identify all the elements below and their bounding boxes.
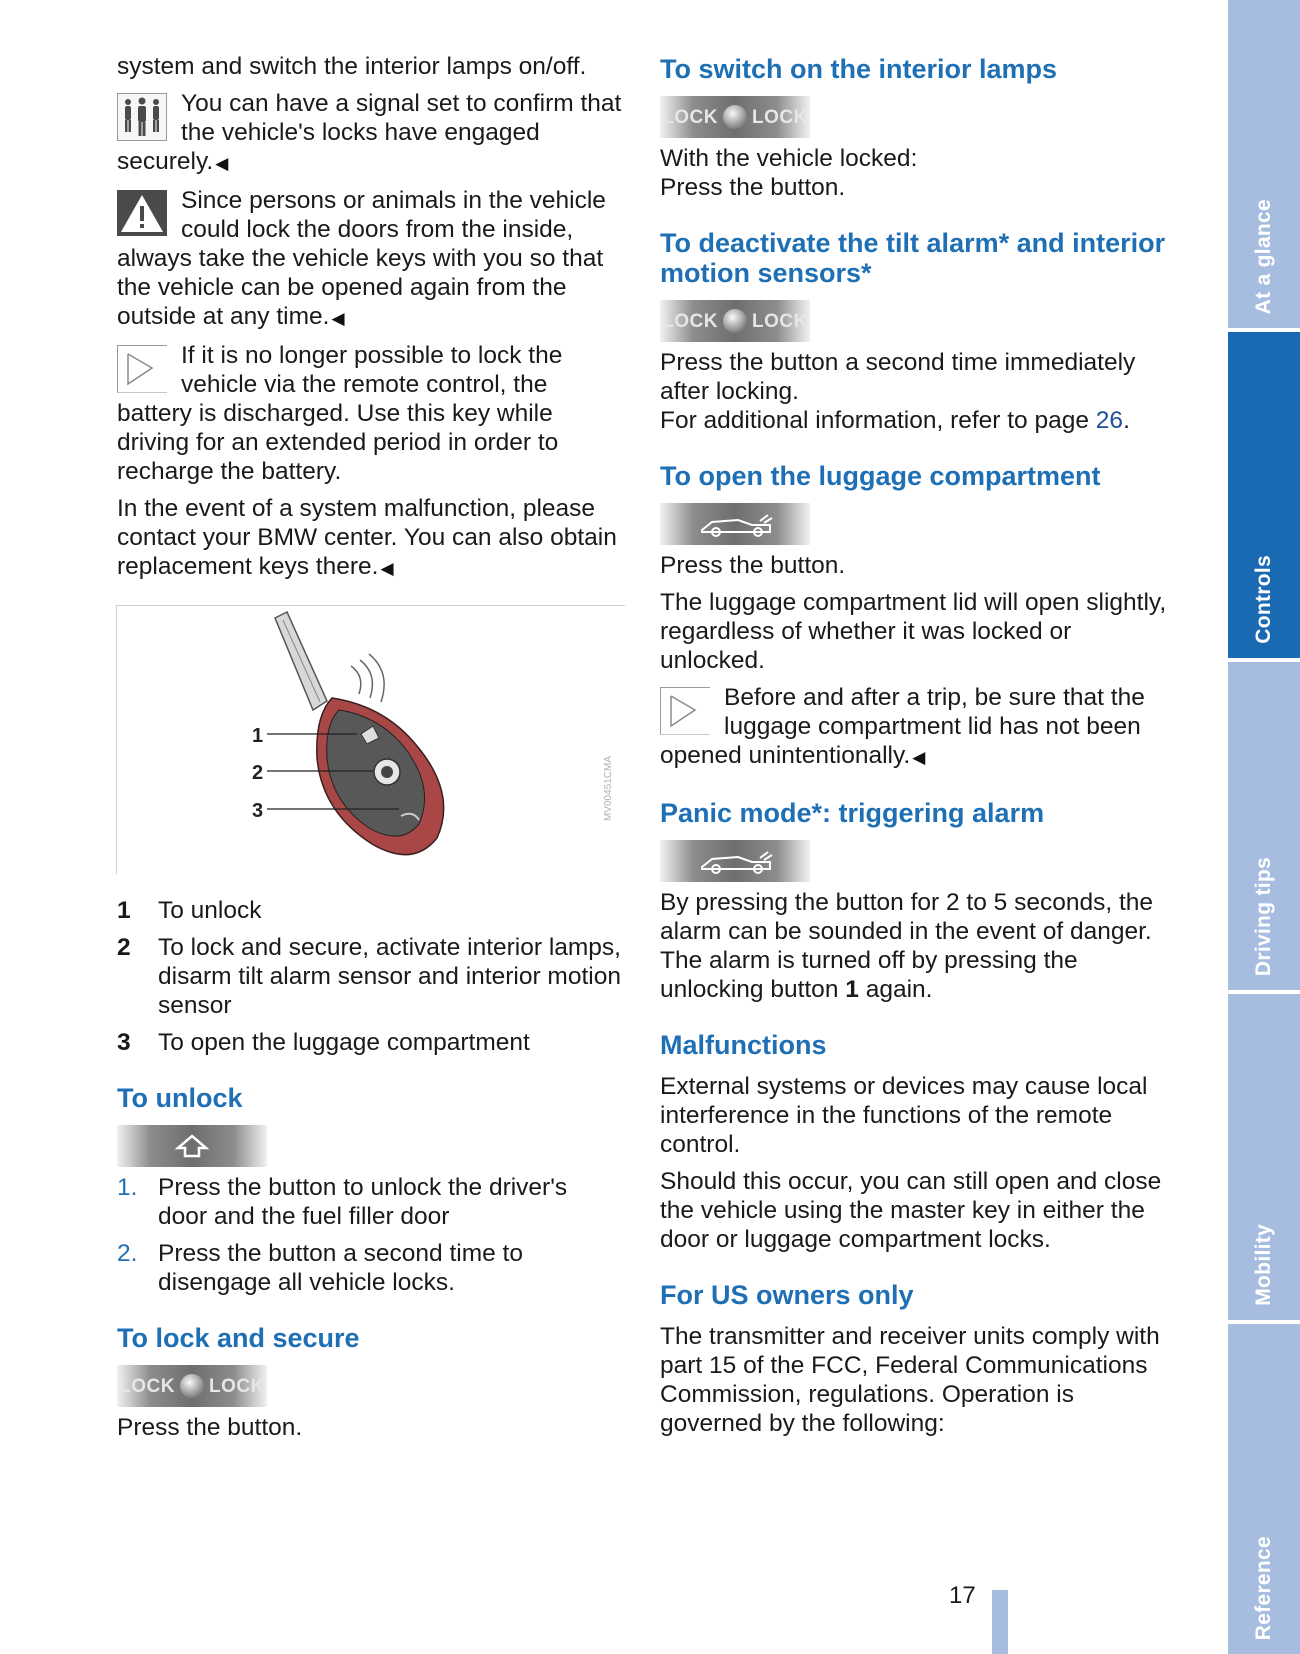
heading-us-owners: For US owners only (660, 1280, 914, 1310)
legend-list (117, 896, 622, 1057)
warning-icon (117, 190, 167, 238)
left-column (117, 52, 622, 1450)
panic-text: By pressing the button for 2 to 5 seconds, the alarm can be sounded in the event of danger. The alarm is turned off by pressing the unlocking button 1 again. (660, 889, 1154, 1003)
legend-item: 3 To open the luggage compartment (117, 1029, 530, 1056)
end-mark-icon: ◀ (331, 309, 345, 328)
malfunctions-text-2: Should this occur, you can still open and close the vehicle using the master key in either the door or luggage compartment locks. (660, 1168, 1162, 1253)
end-mark-icon: ◀ (912, 748, 926, 767)
lamps-text: With the vehicle locked: Press the button. (660, 145, 918, 201)
right-column (660, 52, 1170, 1446)
car-trunk-icon (660, 840, 810, 882)
tab-driving-tips[interactable] (1228, 662, 1300, 990)
page-number: 17 (949, 1582, 976, 1609)
heading-interior-lamps: To switch on the interior lamps (660, 54, 1058, 84)
remote-key-figure (116, 605, 625, 874)
heading-malfunctions: Malfunctions (660, 1030, 827, 1060)
tab-label: Reference (1252, 1535, 1275, 1640)
bmw-logo-icon (723, 309, 747, 333)
tilt-text: Press the button a second time immediately after locking. For additional information, refer to page 26. (660, 349, 1136, 434)
callout-2: 2 (252, 762, 264, 784)
tab-label: Controls (1252, 555, 1275, 644)
car-trunk-icon (660, 503, 810, 545)
tab-mobility[interactable] (1228, 994, 1300, 1320)
heading-unlock: To unlock (117, 1083, 243, 1113)
legend-item: 2 To lock and secure, activate interior lamps, disarm tilt alarm sensor and interior motion sensor (117, 934, 621, 1019)
heading-panic: Panic mode*: triggering alarm (660, 798, 1045, 828)
callout-3: 3 (252, 800, 264, 822)
note-luggage-text: Before and after a trip, be sure that the luggage compartment lid has not been opened unintentionally. (660, 684, 1145, 769)
note-battery-text: If it is no longer possible to lock the vehicle via the remote control, the battery is discharged. Use this key while driving for an extended period in order to recharge the battery. (117, 342, 563, 485)
unlock-button-image (117, 1125, 267, 1167)
bmw-logo-icon (723, 105, 747, 129)
trunk-button-image (660, 840, 810, 882)
note-warning (117, 186, 622, 333)
tab-label: Driving tips (1252, 856, 1275, 976)
note-signal (117, 89, 622, 178)
lock-text: Press the button. (117, 1414, 303, 1441)
list-item: 2. Press the button a second time to disengage all vehicle locks. (117, 1240, 523, 1296)
people-icon (117, 93, 167, 141)
page-link[interactable]: 26 (1095, 407, 1124, 434)
info-arrow-icon (117, 345, 167, 393)
legend-item: 1 To unlock (117, 897, 262, 924)
heading-lock: To lock and secure (117, 1323, 360, 1353)
bmw-logo-icon (180, 1374, 204, 1398)
tab-reference[interactable] (1228, 1324, 1300, 1654)
tab-label: At a glance (1252, 198, 1275, 314)
trunk-button-image (660, 503, 810, 545)
note-battery (117, 341, 622, 486)
us-owners-text: The transmitter and receiver units comply with part 15 of the FCC, Federal Communications Commission, regulations. Operation is governed by the following: (660, 1323, 1160, 1437)
page-number-bar (992, 1590, 1008, 1654)
lock-button-image: LOCK LOCK (117, 1365, 267, 1407)
note-battery-text-2: In the event of a system malfunction, please contact your BMW center. You can also obtain replacement keys there. ◀ (117, 495, 617, 580)
luggage-text-1: Press the button. (660, 552, 846, 579)
info-arrow-icon (660, 687, 710, 735)
heading-tilt-alarm: To deactivate the tilt alarm* and interior motion sensors* (660, 228, 1166, 288)
unlock-steps (117, 1173, 622, 1297)
note-warning-text: Since persons or animals in the vehicle could lock the doors from the inside, always take the vehicle keys with you so that the vehicle can be opened again from the outside at any time. (117, 187, 606, 330)
lock-button-image: LOCK LOCK (660, 300, 810, 342)
end-mark-icon: ◀ (215, 154, 229, 173)
tab-at-a-glance[interactable] (1228, 0, 1300, 328)
section-sidebar (1228, 0, 1300, 1654)
tab-controls[interactable] (1228, 332, 1300, 658)
unlock-arrow-icon (117, 1125, 267, 1167)
lock-button-image: LOCK LOCK (660, 96, 810, 138)
heading-luggage: To open the luggage compartment (660, 461, 1101, 491)
note-signal-text: You can have a signal set to confirm that the vehicle's locks have engaged securely. (117, 90, 622, 175)
luggage-text-2: The luggage compartment lid will open slightly, regardless of whether it was locked or unlocked. (660, 589, 1167, 674)
continuation-text: system and switch the interior lamps on/off. (117, 53, 587, 80)
figure-code: MV00451CMA (603, 756, 614, 822)
tab-label: Mobility (1252, 1224, 1275, 1306)
callout-1: 1 (252, 725, 264, 747)
note-luggage (660, 683, 1170, 772)
list-item: 1. Press the button to unlock the driver's door and the fuel filler door (117, 1174, 568, 1230)
end-mark-icon: ◀ (380, 559, 394, 578)
malfunctions-text-1: External systems or devices may cause local interference in the functions of the remote control. (660, 1073, 1148, 1158)
